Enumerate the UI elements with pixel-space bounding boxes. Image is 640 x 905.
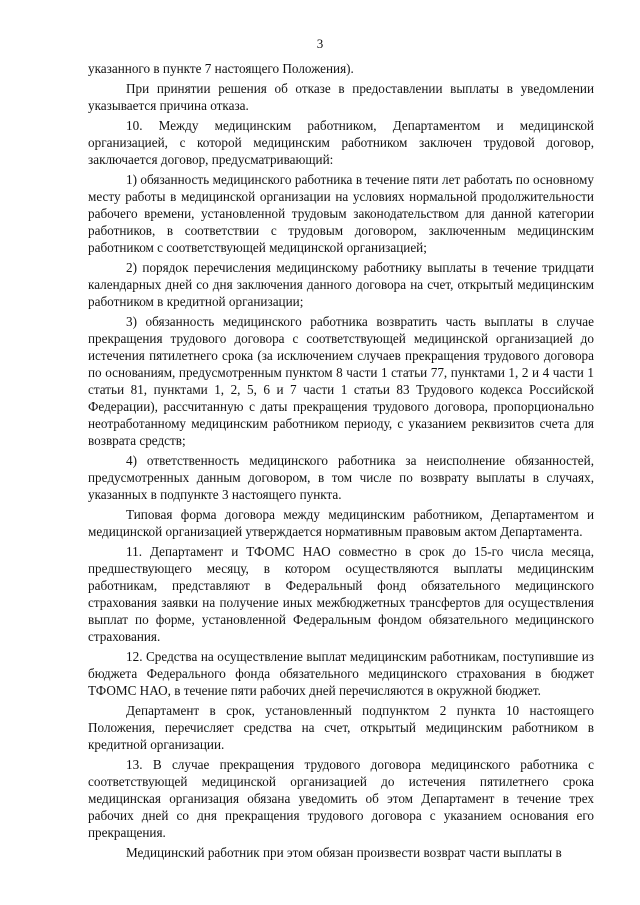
- paragraph-transfer-funds: Департамент в срок, установленный подпунктом 2 пункта 10 настоящего Положения, перечисляет средства на счет, открытый медицинским работником в кредитной организации.: [88, 703, 594, 752]
- paragraph-clause-10: 10. Между медицинским работником, Департаментом и медицинской организацией, с которой медицинским работником заключен трудовой договор, заключается договор, предусматривающий:: [88, 118, 594, 167]
- paragraph-continuation: указанного в пункте 7 настоящего Положения).: [88, 61, 354, 76]
- paragraph-clause-10-item-3: 3) обязанность медицинского работника возвратить часть выплаты в случае прекращения трудового договора с соответствующей медицинской организацией до истечения пятилетнего срока (за исключением случаев прекращения трудового договора по основаниям, предусмотренным пунктом 8 части 1 статьи 77, пунктами 1, 2 и 4 части 1 статьи 81, пунктами 1, 2, 5, 6 и 7 части 1 статьи 83 Трудового кодекса Российской Федерации), рассчитанную с даты прекращения трудового договора, пропорционально неотработанному медицинским работником периоду, с указанием реквизитов счета для возврата средств;: [88, 314, 594, 448]
- paragraph-clause-11: 11. Департамент и ТФОМС НАО совместно в срок до 15-го числа месяца, предшествующего месяцу, в котором осуществляются выплаты медицинским работникам, представляют в Федеральный фонд обязательного медицинского страхования заявки на получение иных межбюджетных трансфертов для осуществления выплат по форме, установленной Федеральным фондом обязательного медицинского страхования.: [88, 544, 594, 644]
- paragraph-clause-12: 12. Средства на осуществление выплат медицинским работникам, поступившие из бюджета Федерального фонда обязательного медицинского страхования в бюджет ТФОМС НАО, в течение пяти рабочих дней перечисляются в окружной бюджет.: [88, 649, 594, 698]
- paragraph-refund-obligation: Медицинский работник при этом обязан произвести возврат части выплаты в: [126, 845, 562, 860]
- paragraph-clause-13: 13. В случае прекращения трудового договора медицинского работника с соответствующей медицинской организацией до истечения пятилетнего срока медицинская организация обязана уведомить об этом Департамент в течение трех рабочих дней со дня прекращения трудового договора с указанием основания его прекращения.: [88, 757, 594, 840]
- paragraph-clause-10-item-4: 4) ответственность медицинского работника за неисполнение обязанностей, предусмотренных данным договором, в том числе по возврату выплаты в случаях, указанных в подпункте 3 настоящего пункта.: [88, 453, 594, 502]
- page-number: 3: [316, 36, 324, 51]
- paragraph-clause-10-item-2: 2) порядок перечисления медицинскому работнику выплаты в течение тридцати календарных дней со дня заключения данного договора на счет, открытый медицинским работником в кредитной организации;: [88, 260, 594, 309]
- document-body: [88, 60, 594, 864]
- paragraph-standard-form: Типовая форма договора между медицинским работником, Департаментом и медицинской организацией утверждается нормативным правовым актом Департамента.: [88, 507, 594, 539]
- paragraph-refusal-reason: При принятии решения об отказе в предоставлении выплаты в уведомлении указывается причина отказа.: [88, 81, 594, 113]
- paragraph-clause-10-item-1: 1) обязанность медицинского работника в течение пяти лет работать по основному месту работы в медицинской организации на условиях нормальной продолжительности рабочего времени, установленной трудовым законодательством для данной категории работников, в соответствии с трудовым договором, заключенным медицинским работником с соответствующей медицинской организацией;: [88, 172, 594, 255]
